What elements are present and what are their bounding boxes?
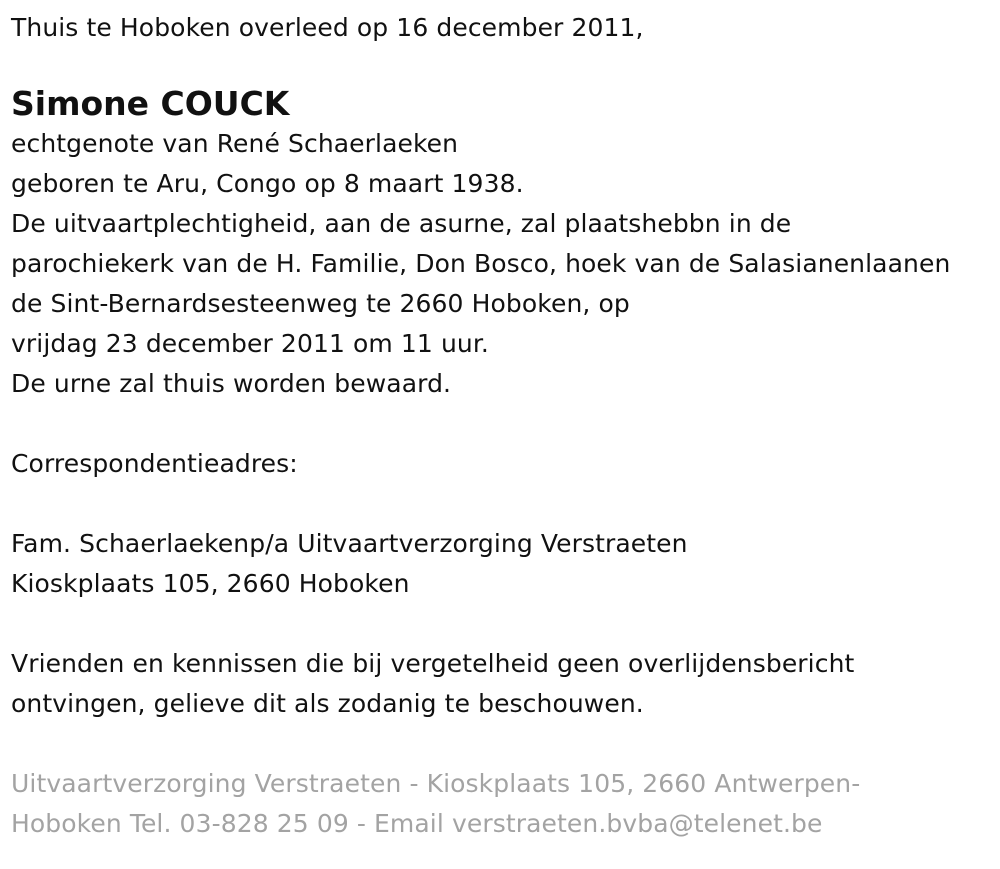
spacer [11,404,1000,444]
body-line: echtgenote van René Schaerlaeken [11,129,459,158]
closing-line: ontvingen, gelieve dit als zodanig te beschouwen. [11,689,644,718]
closing-line: Vrienden en kennissen die bij vergetelheid geen overlijdensbericht [11,649,855,678]
funeral-home-footer [11,764,1000,844]
body-line: De urne zal thuis worden bewaard. [11,369,452,398]
spacer [11,484,1000,524]
footer-line: Uitvaartverzorging Verstraeten - Kioskplaats 105, 2660 Antwerpen- [11,769,861,798]
body-line: de Sint-Bernardsesteenweg te 2660 Hoboken, op [11,289,630,318]
body-line: parochiekerk van de H. Familie, Don Bosco, hoek van de Salasianenlaanen [11,249,951,278]
spacer [11,724,1000,764]
address-line: Fam. Schaerlaekenp/a Uitvaartverzorging Verstraeten [11,529,688,558]
body-line: vrijdag 23 december 2011 om 11 uur. [11,329,489,358]
spacer [11,604,1000,644]
address-line: Kioskplaats 105, 2660 Hoboken [11,569,410,598]
footer-line: Hoboken Tel. 03-828 25 09 - Email verstraeten.bvba@telenet.be [11,809,823,838]
correspondence-address [11,524,1000,604]
correspondence-label: Correspondentieadres: [11,449,298,478]
name-heading-wrap [11,84,1000,124]
body-line: De uitvaartplechtigheid, aan de asurne, zal plaatshebbn in de [11,209,792,238]
deceased-name: Simone COUCK [11,84,290,123]
closing-text [11,644,1000,724]
intro-line: Thuis te Hoboken overleed op 16 december 2011, [11,13,644,42]
body-text [11,124,1000,404]
body-line: geboren te Aru, Congo op 8 maart 1938. [11,169,524,198]
